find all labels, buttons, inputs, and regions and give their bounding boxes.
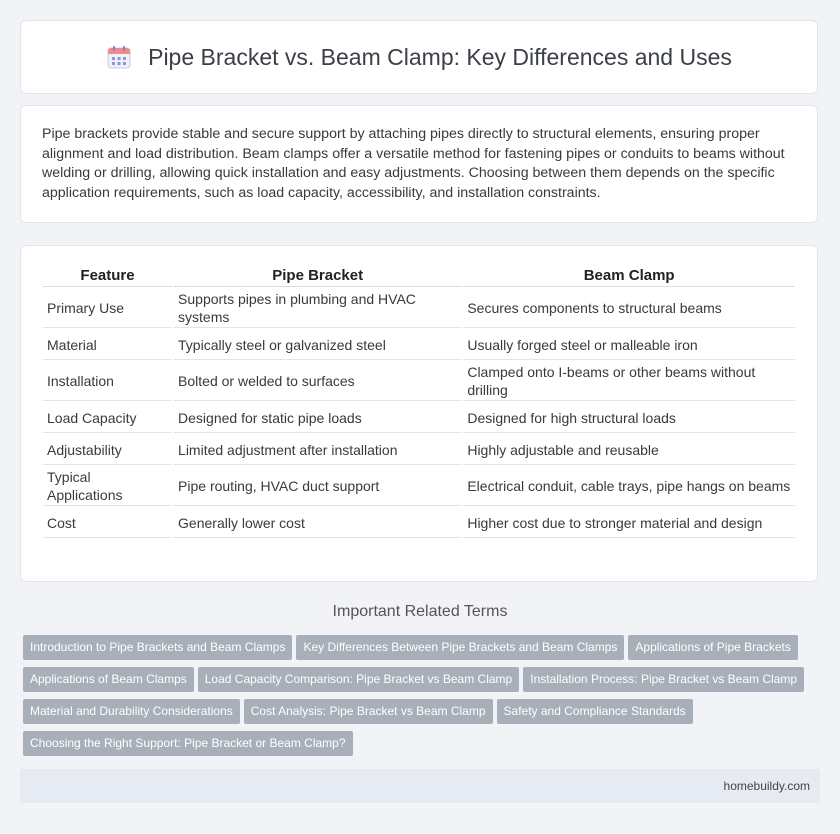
beam-clamp-cell: Electrical conduit, cable trays, pipe hangs on beams [463,467,795,506]
pipe-bracket-cell: Bolted or welded to surfaces [174,362,461,401]
pipe-bracket-cell: Typically steel or galvanized steel [174,330,461,360]
related-term-chip[interactable]: Key Differences Between Pipe Brackets and Beam Clamps [296,635,624,660]
pipe-bracket-cell: Generally lower cost [174,508,461,538]
header-feature: Feature [43,264,172,287]
table-header-row [43,264,795,287]
related-term-chip[interactable]: Applications of Beam Clamps [23,667,194,692]
feature-cell: Primary Use [43,289,172,328]
beam-clamp-cell: Higher cost due to stronger material and design [463,508,795,538]
related-term-chip[interactable]: Cost Analysis: Pipe Bracket vs Beam Clamp [244,699,493,724]
feature-cell: Cost [43,508,172,538]
page-title: Pipe Bracket vs. Beam Clamp: Key Differences and Uses [148,43,732,70]
table-row [43,435,795,465]
pipe-bracket-cell: Limited adjustment after installation [174,435,461,465]
beam-clamp-cell: Usually forged steel or malleable iron [463,330,795,360]
table-row [43,362,795,401]
title-wrap [106,44,732,71]
related-term-chip[interactable]: Choosing the Right Support: Pipe Bracket or Beam Clamp? [23,731,353,756]
beam-clamp-cell: Clamped onto I-beams or other beams without drilling [463,362,795,401]
feature-cell: Material [43,330,172,360]
related-terms-title: Important Related Terms [332,603,508,620]
pipe-bracket-cell: Designed for static pipe loads [174,403,461,433]
beam-clamp-cell: Highly adjustable and reusable [463,435,795,465]
pipe-bracket-cell: Supports pipes in plumbing and HVAC systems [174,289,461,328]
comparison-card [20,245,818,582]
table-row [43,330,795,360]
header-pipe-bracket: Pipe Bracket [174,264,461,287]
beam-clamp-cell: Designed for high structural loads [463,403,795,433]
feature-cell: Installation [43,362,172,401]
table-row [43,467,795,506]
pipe-bracket-cell: Pipe routing, HVAC duct support [174,467,461,506]
related-term-chip[interactable]: Load Capacity Comparison: Pipe Bracket vs Beam Clamp [198,667,519,692]
feature-cell: Adjustability [43,435,172,465]
header-beam-clamp: Beam Clamp [463,264,795,287]
footer [20,769,820,803]
intro-paragraph: Pipe brackets provide stable and secure support by attaching pipes directly to structural elements, ensuring proper alignment and load distribution. Beam clamps offer a versatile method for fastening pipes or conduits to beams without welding or drilling, allowing quick installation and easy adjustments. Choosing between them depends on the specific application requirements, such as load capacity, accessibility, and installation constraints. [42,126,785,202]
header-card [20,20,818,94]
calendar-icon [106,44,132,70]
table-row [43,403,795,433]
comparison-table [41,262,797,540]
related-term-chip[interactable]: Safety and Compliance Standards [497,699,693,724]
intro-card [20,105,818,223]
related-term-chip[interactable]: Material and Durability Considerations [23,699,240,724]
table-row [43,289,795,328]
footer-site-link[interactable]: homebuildy.com [723,779,810,793]
related-term-chip[interactable]: Installation Process: Pipe Bracket vs Beam Clamp [523,667,804,692]
related-terms-list [23,635,823,763]
related-term-chip[interactable]: Applications of Pipe Brackets [628,635,797,660]
related-term-chip[interactable]: Introduction to Pipe Brackets and Beam Clamps [23,635,292,660]
feature-cell: Load Capacity [43,403,172,433]
feature-cell: Typical Applications [43,467,172,506]
beam-clamp-cell: Secures components to structural beams [463,289,795,328]
table-row [43,508,795,538]
